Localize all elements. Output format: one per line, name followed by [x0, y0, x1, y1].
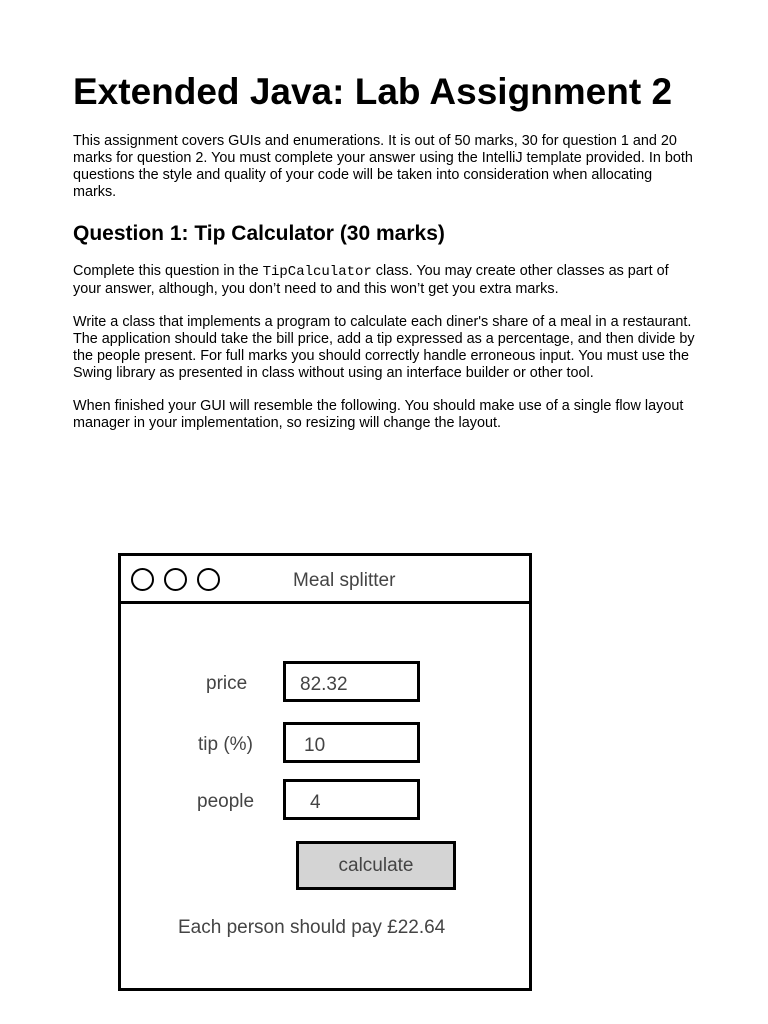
- page-title: Extended Java: Lab Assignment 2: [73, 71, 673, 112]
- p1-text-after: class. You may create other classes as part of your answer, although, you don’t need to and this won’t get you extra marks.: [73, 263, 669, 297]
- people-field: [283, 779, 420, 820]
- tip-field-value: 10: [304, 735, 326, 756]
- tip-field: [283, 722, 420, 763]
- assignment-document: [73, 70, 698, 448]
- window-maximize-circle-icon: [197, 568, 220, 591]
- result-text: Each person should pay £22.64: [178, 917, 446, 938]
- people-field-value: 4: [310, 792, 321, 813]
- question1-paragraph-2: Write a class that implements a program to calculate each diner's share of a meal in a restaurant. The application should take the bill price, add a tip expressed as a percentage, and then divide by the people present. For full marks you should correctly handle erroneous input. You must use the Swing library as presented in class without using an interface builder or other tool.: [73, 314, 695, 381]
- window-minimize-circle-icon: [164, 568, 187, 591]
- class-name-code: TipCalculator: [262, 264, 372, 280]
- window-titlebar: [121, 556, 529, 604]
- calculate-button: calculate: [296, 841, 456, 890]
- tip-label: tip (%): [198, 734, 253, 755]
- question1-paragraph-1: [73, 263, 698, 298]
- window-title: Meal splitter: [293, 570, 396, 591]
- question1-heading: Question 1: Tip Calculator (30 marks): [73, 222, 445, 245]
- question1-paragraph-3: When finished your GUI will resemble the following. You should make use of a single flow layout manager in your implementation, so resizing will change the layout.: [73, 398, 684, 431]
- price-field-value: 82.32: [300, 674, 348, 695]
- price-label: price: [206, 673, 248, 694]
- intro-paragraph: This assignment covers GUIs and enumerations. It is out of 50 marks, 30 for question 1 and 20 marks for question 2. You must complete your answer using the IntelliJ template provided. In both questions the style and quality of your code will be taken into consideration when allocating marks.: [73, 133, 693, 200]
- gui-mockup-window: [118, 553, 532, 991]
- window-close-circle-icon: [131, 568, 154, 591]
- price-field: [283, 661, 420, 702]
- people-label: people: [197, 791, 255, 812]
- p1-text-before: Complete this question in the: [73, 263, 263, 279]
